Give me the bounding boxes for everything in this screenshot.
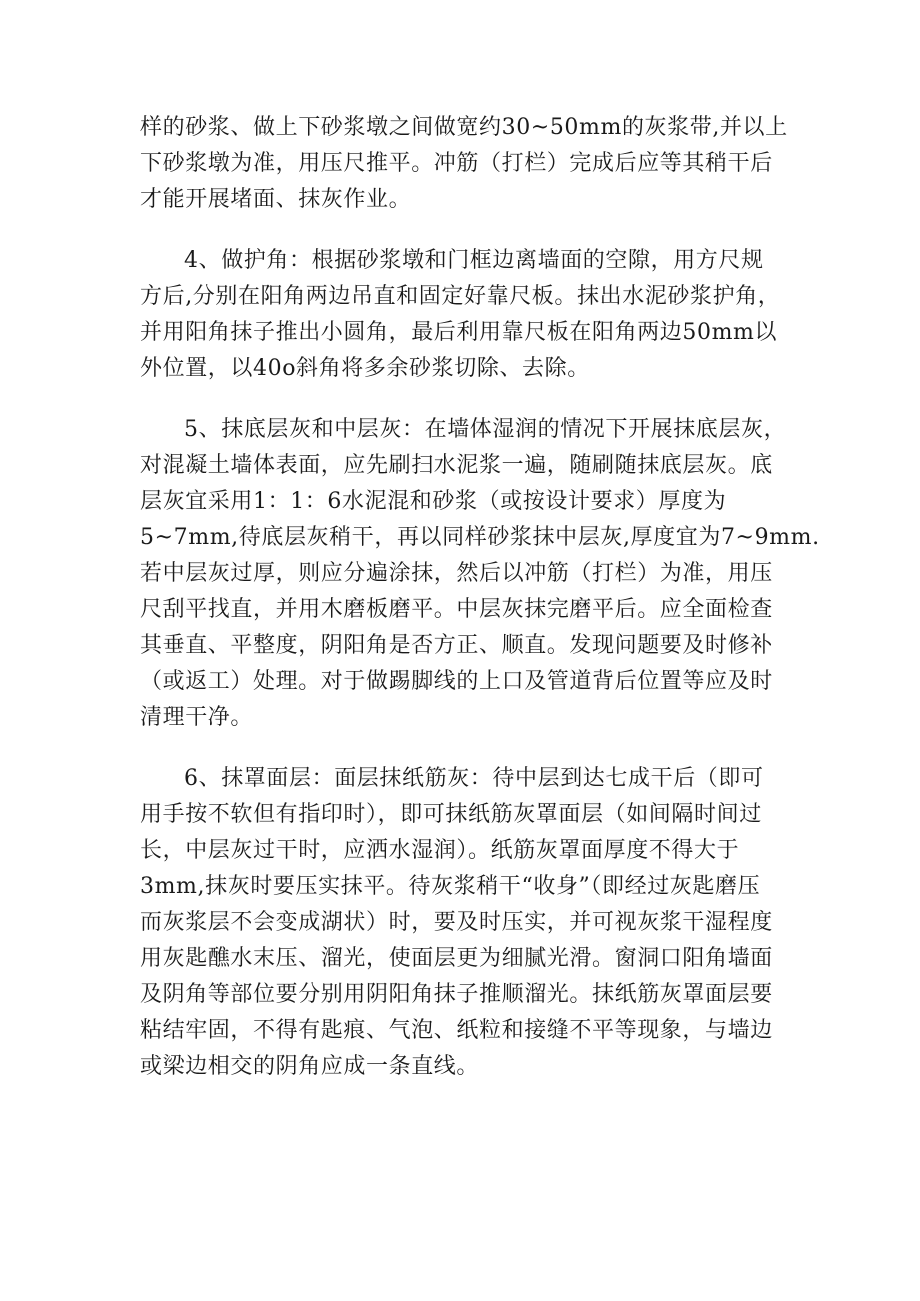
text-line: 才能开展堵面、抹灰作业。 bbox=[140, 187, 412, 212]
text-line: 4、做护角：根据砂浆墩和门框边离墙面的空隙，用方尺规 bbox=[184, 248, 764, 273]
text-line: 其垂直、平整度，阴阳角是否方正、顺直。发现问题要及时修补 bbox=[140, 633, 773, 658]
text-line: 用灰匙醮水末压、溜光，使面层更为细腻光滑。窗洞口阳角墙面 bbox=[140, 946, 773, 971]
paragraph-finish-coat bbox=[140, 761, 790, 1085]
text-line: 用手按不软但有指印时），即可抹纸筋灰罩面层（如间隔时间过 bbox=[140, 802, 762, 827]
paragraph-base-coat bbox=[140, 412, 820, 736]
text-line: 清理干净。 bbox=[140, 705, 254, 730]
paragraph-corner-protection bbox=[140, 243, 790, 387]
text-line: 层灰宜采用1：1：6水泥混和砂浆（或按设计要求）厚度为 bbox=[140, 489, 727, 514]
text-line: 3mm,抹灰时要压实抹平。待灰浆稍干“收身”（即经过灰匙磨压 bbox=[140, 874, 761, 899]
text-line: 长，中层灰过干时，应洒水湿润）。纸筋灰罩面厚度不得大于 bbox=[140, 838, 740, 863]
text-line: 对混凝土墙体表面，应先刷扫水泥浆一遍，随刷随抹底层灰。底 bbox=[140, 453, 773, 478]
paragraph-continuation bbox=[140, 110, 790, 218]
text-line: 粘结牢固，不得有匙痕、气泡、纸粒和接缝不平等现象，与墙边 bbox=[140, 1018, 773, 1043]
document-body bbox=[140, 110, 820, 1110]
text-line: 及阴角等部位要分别用阴阳角抹子推顺溜光。抹纸筋灰罩面层要 bbox=[140, 982, 773, 1007]
text-line: （或返工）处理。对于做踢脚线的上口及管道背后位置等应及时 bbox=[140, 669, 773, 694]
text-line: 并用阳角抹子推出小圆角，最后利用靠尺板在阳角两边50mm以 bbox=[140, 320, 778, 345]
text-line: 6、抹罩面层：面层抹纸筋灰：待中层到达七成干后（即可 bbox=[184, 766, 764, 791]
text-line: 而灰浆层不会变成湖状）时，要及时压实，并可视灰浆干湿程度 bbox=[140, 910, 773, 935]
text-line: 5~7mm,待底层灰稍干，再以同样砂浆抹中层灰,厚度宜为7~9mm. bbox=[140, 525, 820, 550]
text-line: 方后,分别在阳角两边吊直和固定好靠尺板。抹出水泥砂浆护角， bbox=[140, 284, 781, 309]
text-line: 外位置，以40o斜角将多余砂浆切除、去除。 bbox=[140, 356, 590, 381]
text-line: 下砂浆墩为准，用压尺推平。冲筋（打栏）完成后应等其稍干后 bbox=[140, 151, 773, 176]
text-line: 或梁边相交的阴角应成一条直线。 bbox=[140, 1054, 480, 1079]
text-line: 5、抹底层灰和中层灰：在墙体湿润的情况下开展抹底层灰， bbox=[184, 417, 787, 442]
text-line: 若中层灰过厚，则应分遍涂抹，然后以冲筋（打栏）为准，用压 bbox=[140, 561, 773, 586]
text-line: 样的砂浆、做上下砂浆墩之间做宽约30~50mm的灰浆带,并以上 bbox=[140, 115, 788, 140]
text-line: 尺刮平找直，并用木磨板磨平。中层灰抹完磨平后。应全面检查 bbox=[140, 597, 773, 622]
